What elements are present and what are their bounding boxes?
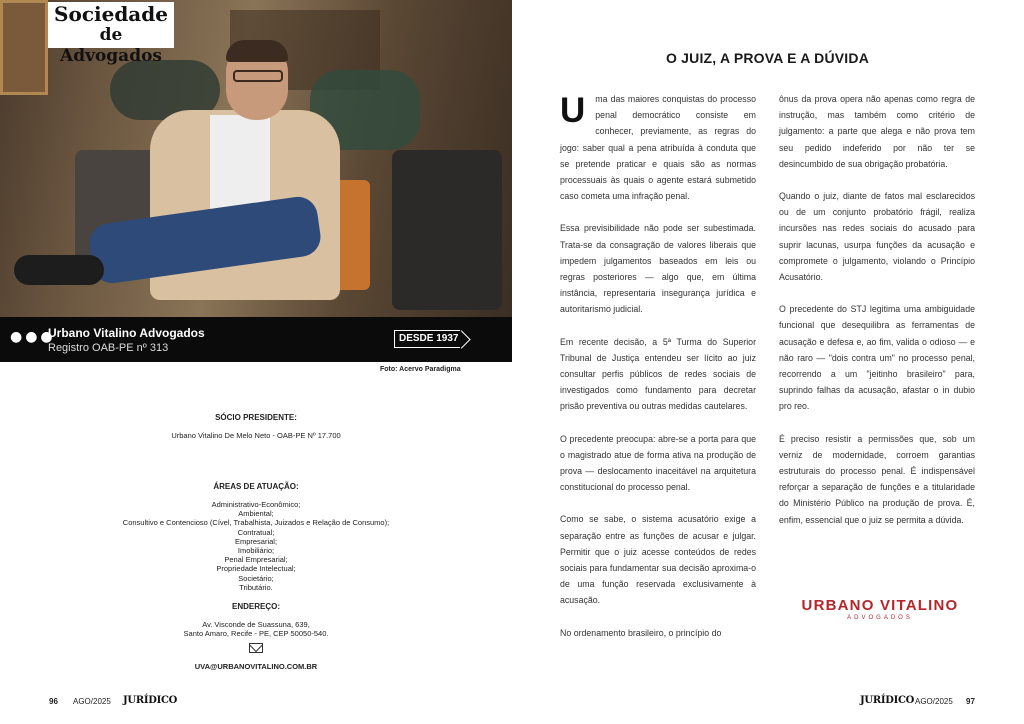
- urbano-vitalino-logo: [790, 597, 970, 621]
- envelope-icon: [249, 643, 263, 653]
- areas-list: [0, 500, 512, 592]
- areas-label: ÁREAS DE ATUAÇÃO:: [213, 482, 299, 491]
- paragraph: Em recente decisão, a 5ª Turma do Superior Tribunal de Justiça entendeu ser lícito ao juiz consultar perfis públicos de redes sociais de investigados como fundamento para decretar prisão preventiva ou outras medidas cautelares.: [560, 336, 756, 412]
- area-item: Tributário.: [239, 582, 273, 592]
- firm-info-bar: [0, 317, 512, 362]
- paragraph: Essa previsibilidade não pode ser subestimada. Trata-se da consagração de valores liberais que impedem julgamentos baseados em leis ou regras posteriores — algo que, em última instância, representaria insegurança jurídica e autoritarismo judicial.: [560, 223, 756, 315]
- area-item: Administrativo-Econômico;: [211, 500, 301, 509]
- president-label: SÓCIO PRESIDENTE:: [215, 413, 297, 422]
- area-item: Propriedade Intelectual;: [216, 564, 296, 574]
- issue-date-left: AGO/2025: [73, 697, 111, 706]
- dots-icon: ●●●: [10, 329, 56, 345]
- firm-name: Urbano Vitalino Advogados: [48, 326, 205, 340]
- president-name: Urbano Vitalino De Melo Neto - OAB-PE Nº 17.700: [171, 431, 341, 440]
- glasses: [233, 70, 283, 82]
- section-logo: [48, 2, 174, 66]
- address-line2: Santo Amaro, Recife - PE, CEP 50050-540.: [183, 629, 329, 638]
- area-item: Ambiental;: [238, 509, 274, 519]
- address-label: ENDEREÇO:: [231, 602, 280, 611]
- page-number-right: 97: [966, 697, 975, 706]
- person-shoe: [14, 255, 104, 285]
- page-number-left: 96: [49, 697, 58, 706]
- brand-logo-right: JURÍDICO: [860, 695, 915, 706]
- area-item: Contratual;: [237, 527, 275, 537]
- paragraph: No ordenamento brasileiro, o princípio do: [560, 627, 722, 638]
- wall-painting: [0, 0, 48, 95]
- logo-line2: de Advogados: [60, 25, 162, 66]
- logo-name: URBANO VITALINO: [801, 597, 959, 614]
- paragraph: U ma das maiores conquistas do processo penal democrático consiste em conhecer, previamente, as regras do jogo: saber qual a pena atribuída à conduta que se pretende praticar e quais são as normas processuais às quais o agente estará submetido caso cometa uma infração penal.: [560, 91, 756, 202]
- address-line1: Av. Visconde de Suassuna, 639,: [202, 620, 310, 629]
- article-column-2: [779, 91, 975, 544]
- area-item: Penal Empresarial;: [224, 555, 288, 565]
- logo-subtitle: ADVOGADOS: [847, 615, 913, 621]
- issue-date-right: AGO/2025: [915, 697, 953, 706]
- article-column-1: [560, 91, 756, 657]
- brand-logo-left: JURÍDICO: [123, 695, 178, 706]
- email-link[interactable]: UVA@URBANOVITALINO.COM.BR: [194, 662, 318, 671]
- article-title: O JUIZ, A PROVA E A DÚVIDA: [665, 50, 870, 66]
- paragraph: O precedente do STJ legitima uma ambiguidade funcional que desequilibra as ferramentas de acusação e defesa e, ao fim, valida o odioso — e não raro — "dois contra um" no processo penal, recorrendo a um "jeitinho brasileiro" para, suprindo falhas da acusação, afastar o in dubio pro reo.: [779, 304, 975, 412]
- paragraph: Como se sabe, o sistema acusatório exige a separação entre as funções de acusar e julgar. Permitir que o juiz acesse conteúdos de redes sociais para fundamentar sua decisão aproxima-o de uma função reservada exclusivamente à acusação.: [560, 514, 756, 606]
- logo-line1: Sociedade: [54, 2, 168, 26]
- paragraph: É preciso resistir a permissões que, sob um verniz de modernidade, corroem garantias estruturais do processo penal. É indispensável reforçar a separação de funções e a titularidade do Ministério Público na produção de prova. É, enfim, essencial que o juiz se permita a dúvida.: [779, 433, 975, 525]
- paragraph: Quando o juiz, diante de fatos mal esclarecidos ou de um conjunto probatório frágil, realiza incursões nas redes sociais do acusado para suprir lacunas, usurpa funções da acusação e compromete o julgamento, violando o Princípio Acusatório.: [779, 191, 975, 283]
- paragraph: O precedente preocupa: abre-se a porta para que o magistrado atue de forma ativa na produção de prova — deslocamento inaceitável na arquitetura constitucional do processo penal.: [560, 433, 756, 493]
- area-item: Societário;: [238, 573, 274, 583]
- since-badge: DESDE 1937: [394, 330, 460, 348]
- photo-credit: Foto: Acervo Paradigma: [380, 366, 461, 373]
- drop-cap: U: [560, 91, 586, 130]
- area-item: Imobiliário;: [237, 546, 275, 556]
- firm-registration: Registro OAB-PE nº 313: [48, 342, 169, 354]
- background-chair: [392, 150, 502, 310]
- person-hair: [226, 40, 288, 62]
- area-item: Consultivo e Contencioso (Cível, Trabalhista, Juizados e Relação de Consumo);: [122, 518, 390, 528]
- area-item: Empresarial;: [234, 536, 278, 546]
- paragraph: ônus da prova opera não apenas como regra de instrução, mas também como critério de julgamento: a parte que alega e não prova tem seu pedido indeferido por não ter se desincumbido de sua obrigação probatória.: [779, 94, 975, 169]
